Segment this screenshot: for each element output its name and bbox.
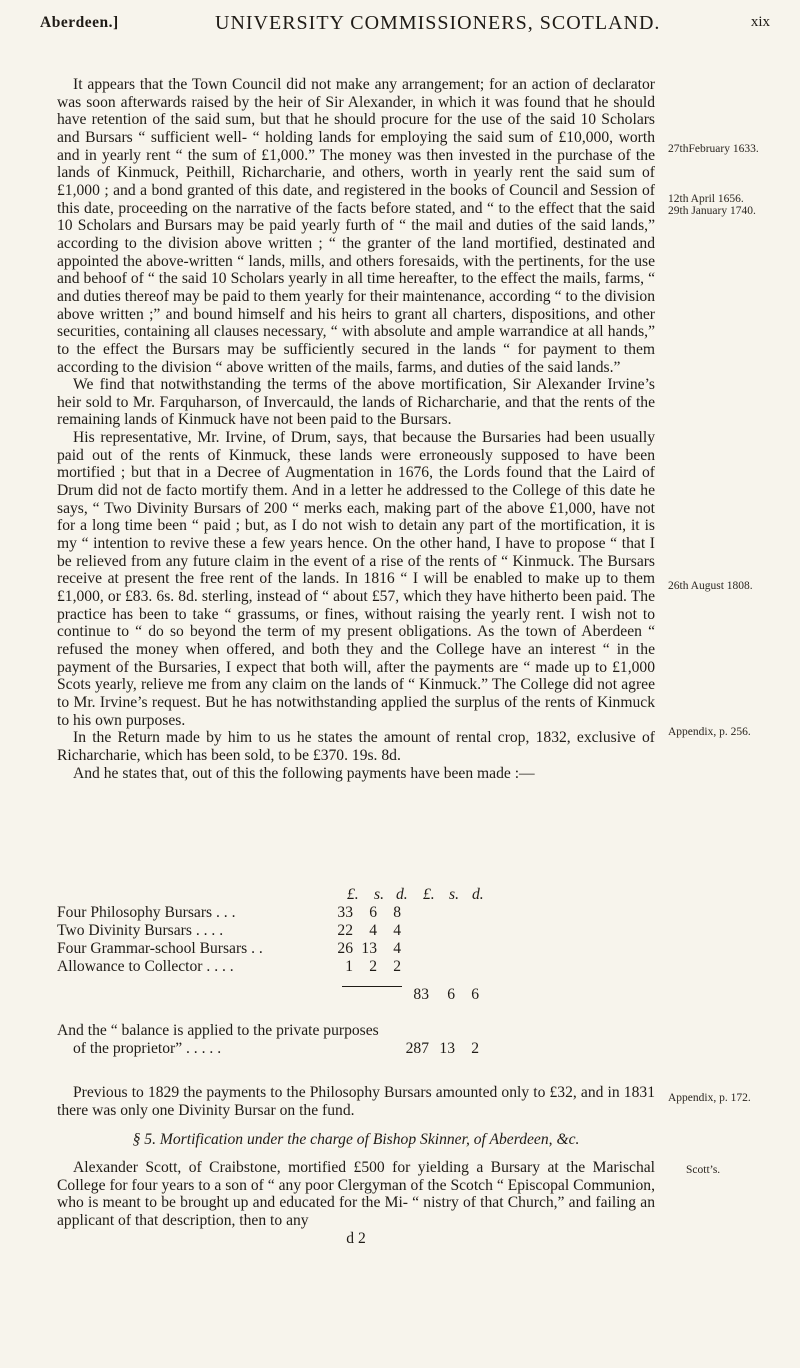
running-header: [40, 14, 770, 44]
pounds: 1: [345, 958, 353, 975]
balance-text-1: And the “ balance is applied to the private purposes: [57, 1022, 379, 1039]
balance-pounds: 287: [405, 1040, 429, 1057]
margin-note: Appendix, p. 256.: [668, 726, 751, 738]
header-left: Aberdeen.]: [40, 14, 119, 31]
header-title: UNIVERSITY COMMISSIONERS, SCOTLAND.: [215, 12, 661, 34]
balance-pence: 2: [471, 1040, 479, 1057]
row-label: Four Grammar-school Bursars . .: [57, 940, 263, 957]
row-label: Allowance to Collector . . . .: [57, 958, 234, 975]
pence: 8: [393, 904, 401, 921]
margin-note: 29th January 1740.: [668, 205, 756, 217]
signature-mark: d 2: [346, 1229, 366, 1247]
pounds: 26: [337, 940, 353, 957]
balance-shillings: 13: [439, 1040, 455, 1057]
table-column-heads: [57, 886, 527, 904]
paragraph-5: And he states that, out of this the following payments have been made :—: [73, 764, 535, 782]
subtotal-row: [57, 986, 527, 1004]
table-row: [57, 904, 527, 922]
table-row: [57, 922, 527, 940]
row-label: Two Divinity Bursars . . . .: [57, 922, 224, 939]
section-paragraph: Alexander Scott, of Craibstone, mortified £500 for yielding a Bursary at the Marischal College for four years to a son of “ any poor Clergyman of the Scotch “ Episcopal Communion, who is meant to be brought up and educated for the Mi- “ nistry of that Church,” and failing an applicant of that description, then to any: [57, 1158, 655, 1229]
balance-line-1: [57, 1022, 527, 1040]
pence: 4: [393, 922, 401, 939]
pence: 2: [393, 958, 401, 975]
body-text: [57, 76, 655, 782]
section-heading: § 5. Mortification under the charge of Bishop Skinner, of Aberdeen, &c.: [132, 1131, 580, 1149]
col-head: £.: [347, 886, 359, 903]
margin-note: 27thFebruary 1633.: [668, 143, 759, 155]
col-head: s.: [449, 886, 459, 903]
shillings: 6: [369, 904, 377, 921]
margin-note: 12th April 1656.: [668, 193, 744, 205]
subtotal-shillings: 6: [447, 986, 455, 1003]
balance-text-2: of the proprietor” . . . . .: [73, 1040, 222, 1057]
paragraph-2: We find that notwithstanding the terms of the above mortification, Sir Alexander Irvine’s heir sold to Mr. Farquharson, of Invercauld, the lands of Richarcharie, and that the rents of the remaining lands of Kinmuck have not been paid to the Bursars.: [57, 376, 655, 429]
margin-note: Appendix, p. 172.: [668, 1092, 751, 1104]
paragraph-3: His representative, Mr. Irvine, of Drum, says, that because the Bursaries had been usually paid out of the rents of Kinmuck, these lands were erroneously supposed to have been mortified ; but that in a Decree of Augmentation in 1676, the Lords found that the Laird of Drum did not de facto mortify them. And in a letter he addressed to the College of this date he says, “ Two Divinity Bursars of 200 “ merks each, making part of the above £1,000, have not for a long time been “ paid ; but, as I do not wish to detain any part of the mortification, it is my “ intention to revive these a few years hence. On the other hand, I have to propose “ that I be relieved from any future claim in the event of a rise of the rents of “ Kinmuck. The Bursars receive at present the free rent of the lands. In 1816 “ I will be enabled to make up to them £1,000, or £83. 6s. 8d. sterling, instead of “ about £57, which they have hitherto been paid. The practice has been to take “ grassums, or fines, without raising the yearly rent. I wish not to continue to “ do so beyond the term of my present obligations. As the town of Aberdeen “ refused the money when offered, and both they and the College have an interest “ in the payment of the Bursaries, I expect that both will, after the payments are “ made up to £1,000 Scots yearly, relieve me from any claim on the lands of “ Kinmuck.” The College did not agree to Mr. Irvine’s request. But he has notwithstanding applied the surplus of the rents of Kinmuck to his own purposes.: [57, 429, 655, 729]
shillings: 4: [369, 922, 377, 939]
pounds: 22: [337, 922, 353, 939]
page-number: xix: [750, 14, 770, 30]
paragraph-after-table: Previous to 1829 the payments to the Philosophy Bursars amounted only to £32, and in 1831 there was only one Divinity Bursar on the fund.: [57, 1084, 655, 1119]
row-label: Four Philosophy Bursars . . .: [57, 904, 236, 921]
shillings: 13: [361, 940, 377, 957]
subtotal-pence: 6: [471, 986, 479, 1003]
col-head: £.: [423, 886, 435, 903]
subtotal-pounds: 83: [413, 986, 429, 1003]
margin-note: Scott’s.: [686, 1164, 721, 1176]
col-head: d.: [472, 886, 484, 903]
col-head: s.: [374, 886, 384, 903]
paragraph-4: In the Return made by him to us he states the amount of rental crop, 1832, exclusive of Richarcharie, which has been sold, to be £370. 19s. 8d.: [57, 729, 655, 764]
shillings: 2: [369, 958, 377, 975]
margin-note: 26th August 1808.: [668, 580, 753, 592]
col-head: d.: [396, 886, 408, 903]
balance-row: [57, 1040, 527, 1058]
pounds: 33: [337, 904, 353, 921]
paragraph-1: It appears that the Town Council did not make any arrangement; for an action of declarator was soon afterwards raised by the heir of Sir Alexander, in which it was found that he should have retention of the said sum, but that he should procure for the use of the said 10 Scholars and Bursars “ sufficient well- “ holding lands for employing the said sum of £10,000, worth and in yearly rent “ the sum of £1,000.” The money was then invested in the purchase of the lands of Kinmuck, Peithill, Richarcharie, and others, worth in yearly rent the said sum of £1,000 ; and a bond granted of this date, and registered in the books of Council and Session of this date, proceeding on the narrative of the facts before stated, and “ to the effect that the said 10 Scholars and Bursars may be paid yearly furth of “ the mail and duties of the said lands,” according to the division above written ; “ the granter of the land mortified, destinated and appointed the above-written “ lands, mills, and others foresaids, with the pertinents, for the use and behoof of “ the said 10 Scholars yearly in all time hereafter, to the effect the mails, farms, “ and duties thereof may be paid to them yearly for their maintenance, according “ to the division above written ;” and bound himself and his heirs to grant all charters, dispositions, and other securities, containing all clauses necessary, “ with absolute and ample warrandice at all hands,” to the effect the Bursars may be sufficiently secured in the lands “ for payment to them according to the division “ above written of the mails, farms, and duties of the said lands.”: [57, 76, 655, 376]
table-row: [57, 958, 527, 976]
table-row: [57, 940, 527, 958]
body-text-2: [57, 1084, 655, 1247]
pence: 4: [393, 940, 401, 957]
